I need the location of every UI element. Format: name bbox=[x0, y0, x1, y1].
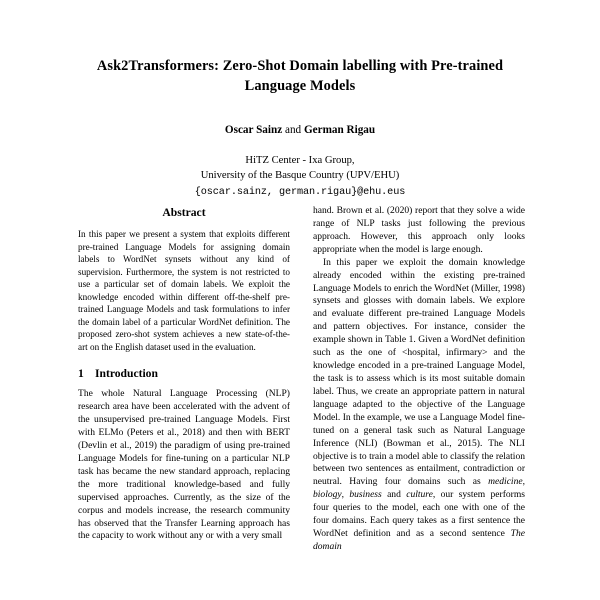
domain-separator-2: , bbox=[341, 489, 350, 501]
title-block bbox=[0, 0, 600, 201]
paragraph-2-part-2: , our system performs four queries to the model, each one with one of the four domains. Each query takes as a first sentence the WordNet definition and as a second sentence bbox=[313, 489, 525, 540]
domain-word-biology: biology bbox=[313, 489, 342, 501]
affiliation-block bbox=[72, 153, 528, 202]
left-column bbox=[78, 205, 290, 600]
author-first: Oscar Sainz bbox=[224, 123, 283, 136]
introduction-heading bbox=[78, 366, 290, 381]
affiliation-line-1: HiTZ Center - Ixa Group, bbox=[245, 154, 355, 166]
affiliation-line-2: University of the Basque Country (UPV/EHU) bbox=[200, 169, 400, 181]
author-emails: {oscar.sainz, german.rigau}@ehu.eus bbox=[194, 187, 406, 199]
introduction-heading-label: Introduction bbox=[95, 367, 158, 381]
author-list bbox=[72, 123, 528, 139]
introduction-paragraph-2 bbox=[313, 257, 525, 554]
domain-word-business: business bbox=[349, 489, 382, 501]
right-column bbox=[313, 205, 525, 600]
introduction-paragraph-1-continued: hand. Brown et al. (2020) report that they solve a wide range of NLP tasks just following the previous approach. However, this approach only looks appropriate when the model is large enough. bbox=[313, 205, 525, 255]
author-conjunction: and bbox=[282, 123, 304, 136]
author-second: German Rigau bbox=[303, 123, 376, 136]
paragraph-2-part-1: In this paper we exploit the domain knowledge already encoded within the existing pre-trained Language Models to enrich the WordNet (Miller, 1998) synsets and glosses with domain labels. We explore and evaluate different pre-trained Language Models and pattern objectives. For instance, consider the example shown in Table 1. Given a WordNet definition such as the one of <hospital, infirmary> and the knowledge encoded in a pre-trained Language Model, the task is to assess which is its most suitable domain label. Thus, we create an appropriate pattern in natural language adapted to the objective of the Language Model. In the example, we use a Language Model fine-tuned on a general task such as Natural Language Inference (NLI) (Bowman et al., 2015). The NLI objective is to train a model able to classify the relation between two sentences as entailment, contradiction or neutral. Having four domains such as bbox=[313, 256, 525, 488]
domain-separator-3: and bbox=[381, 489, 407, 501]
introduction-paragraph-1: The whole Natural Language Processing (NLP) research area have been accelerated with the advent of the unsupervised pre-trained Language Models. First with ELMo (Peters et al., 2018) and then with BERT (Devlin et al., 2019) the paradigm of using pre-trained Language Models for fine-tuning on a particular NLP task has became the new standard approach, replacing the more traditional knowledge-based and fully supervised approaches. Currently, as the size of the corpus and models increase, the research community has observed that the Transfer Learning approach has the capacity to work without any or with a very small bbox=[78, 388, 290, 542]
domain-word-medicine: medicine bbox=[488, 476, 523, 488]
abstract-text: In this paper we present a system that exploits different pre-trained Language Models for assigning domain labels to WordNet synsets without any kind of supervision. Furthermore, the system is not restricted to use a particular set of domain labels. We exploit the knowledge encoded within different off-the-shelf pre-trained Language Models and task formulations to infer the domain label of a particular WordNet definition. The proposed zero-shot system achieves a new state-of-the-art on the English dataset used in the evaluation. bbox=[78, 229, 290, 352]
domain-word-culture: culture bbox=[406, 489, 433, 501]
two-column-body bbox=[78, 205, 525, 600]
introduction-section-number: 1 bbox=[78, 367, 84, 381]
pattern-sentence-fragment: The domain bbox=[313, 528, 525, 552]
abstract-heading: Abstract bbox=[162, 206, 206, 219]
page-title: Ask2Transformers: Zero-Shot Domain labelling with Pre-trained Language Models bbox=[96, 58, 504, 95]
domain-separator-1: , bbox=[522, 476, 525, 488]
